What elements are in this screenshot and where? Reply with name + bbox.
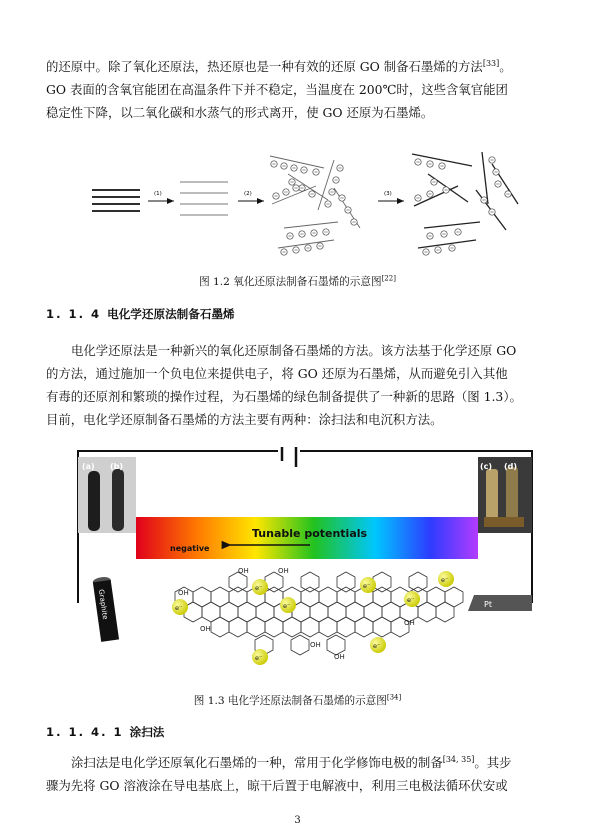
citation-34[interactable]: [34] <box>386 693 402 702</box>
intro-paragraph <box>46 55 550 124</box>
oh-label: OH <box>178 589 189 597</box>
pt-electrode <box>468 595 532 611</box>
punct: 。 <box>499 59 512 74</box>
section-1-1-4-paragraph <box>46 339 550 431</box>
oh-label: OH <box>310 641 321 649</box>
para-line-1: 涂扫法是电化学还原氧化石墨烯的一种，常用于化学修饰电极的制备 <box>71 755 443 770</box>
graphite-stack <box>92 190 140 211</box>
graphite-oxide-stack <box>180 182 228 215</box>
section-number: 1. 1. 4. 1 <box>46 725 124 739</box>
pt-label: Pt <box>484 600 492 609</box>
figure-1-2-diagram <box>88 144 528 259</box>
graphite-electrode <box>92 576 119 642</box>
oh-label: OH <box>334 653 345 661</box>
section-heading-1-1-4 <box>46 306 235 322</box>
figure-1-3-caption <box>0 693 595 708</box>
oh-label: OH <box>200 625 211 633</box>
section-heading-1-1-4-1 <box>46 724 164 740</box>
para-line-2: 骤为先将 GO 溶液涂在导电基底上，晾干后置于电解液中，利用三电极法循环伏安或 <box>46 778 508 793</box>
electron-label: e⁻ <box>363 582 371 590</box>
step-label-3: (3) <box>384 191 392 197</box>
section-number: 1. 1. 4 <box>46 307 102 321</box>
electron-label: e⁻ <box>441 576 449 584</box>
para-line-1: 电化学还原法是一种新兴的氧化还原制备石墨烯的方法。该方法基于化学还原 GO <box>71 343 517 358</box>
oh-label: OH <box>278 567 289 575</box>
oh-label: OH <box>404 619 415 627</box>
photo-label-a: (a) <box>82 462 95 471</box>
para-line-3: 有毒的还原剂和繁琐的操作过程，为石墨烯的绿色制备提供了一种新的思路（图 1.3）。 <box>46 389 522 404</box>
section-title: 涂扫法 <box>129 725 165 739</box>
electron-label: e⁻ <box>255 584 263 592</box>
electron-label: e⁻ <box>255 654 263 662</box>
oxygen-groups-rgo <box>415 157 511 255</box>
electron-label: e⁻ <box>283 602 291 610</box>
gradient-label-negative: negative <box>170 544 210 553</box>
para-line-2: 的方法，通过施加一个负电位来提供电子，将 GO 还原为石墨烯，从而避免引入其他 <box>46 366 508 381</box>
photo-label-d: (d) <box>504 462 518 471</box>
para-line-4: 目前，电化学还原制备石墨烯的方法主要有两种：涂扫法和电沉积方法。 <box>46 412 443 427</box>
citation-34-35[interactable]: [34, 35] <box>442 754 475 764</box>
electrons <box>172 571 454 665</box>
gradient-title: Tunable potentials <box>252 527 368 540</box>
electron-label: e⁻ <box>175 604 183 612</box>
photo-label-c: (c) <box>480 462 493 471</box>
intro-line-1: 的还原中。除了氧化还原法，热还原也是一种有效的还原 GO 制备石墨烯的方法 <box>46 59 483 74</box>
intro-line-2: GO 表面的含氧官能团在高温条件下并不稳定，当温度在 200℃时，这些含氧官能团 <box>46 82 508 97</box>
caption-text: 图 1.2 氧化还原法制备石墨烯的示意图 <box>199 276 382 288</box>
photo-vials-cd <box>478 457 532 533</box>
battery-icon <box>282 447 296 467</box>
photo-label-b: (b) <box>110 462 124 471</box>
electron-label: e⁻ <box>373 642 381 650</box>
figure-1-2-caption <box>0 274 595 289</box>
intro-line-3: 稳定性下降，以二氧化碳和水蒸气的形式离开，使 GO 还原为石墨烯。 <box>46 105 434 120</box>
section-1-1-4-1-paragraph <box>46 751 550 797</box>
electron-label: e⁻ <box>407 596 415 604</box>
page-number: 3 <box>294 815 301 826</box>
step-label-2: (2) <box>244 191 252 197</box>
step-label-1: (1) <box>154 191 162 197</box>
graphite-label: Graphite <box>96 588 110 621</box>
oxygen-groups-go <box>271 161 357 255</box>
caption-text: 图 1.3 电化学还原法制备石墨烯的示意图 <box>193 695 387 707</box>
citation-33[interactable]: [33] <box>482 58 500 68</box>
section-title: 电化学还原法制备石墨烯 <box>107 307 235 321</box>
citation-22[interactable]: [22] <box>381 274 396 283</box>
photo-electrodes-ab <box>78 457 136 533</box>
oh-label: OH <box>238 567 249 575</box>
figure-1-3-diagram <box>74 447 536 685</box>
para-line-1-end: 。其步 <box>474 755 512 770</box>
